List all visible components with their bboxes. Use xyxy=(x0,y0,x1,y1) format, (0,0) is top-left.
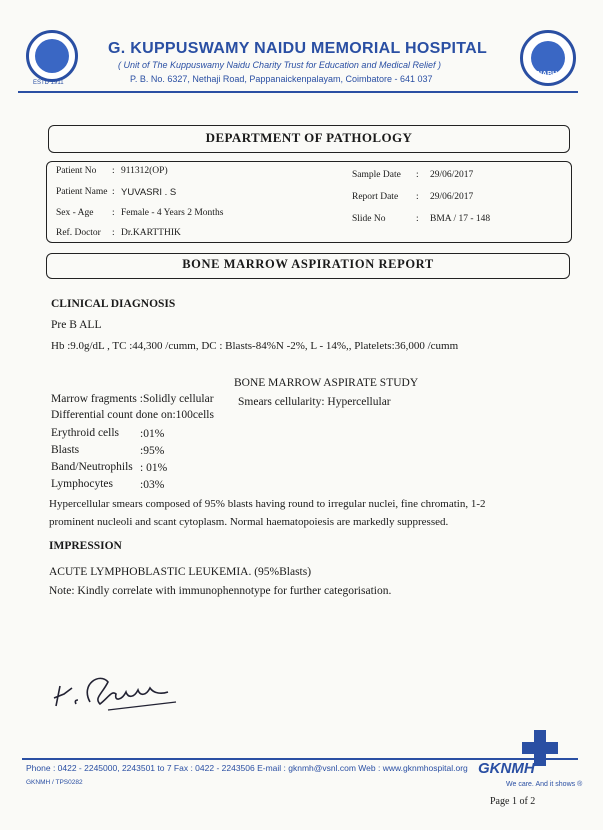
slide-no-colon: : xyxy=(416,214,419,224)
ref-doctor-value: Dr.KARTTHIK xyxy=(121,228,181,238)
clinical-heading: CLINICAL DIAGNOSIS xyxy=(51,298,176,310)
erythroid-label: Erythroid cells xyxy=(51,427,120,439)
doctor-signature xyxy=(50,664,190,714)
clinical-diagnosis: Pre B ALL xyxy=(51,319,102,331)
footer-contact: Phone : 0422 - 2245000, 2243501 to 7 Fax : 0422 - 2243506 E-mail : gknmh@vsnl.com Web : www.gknmhospital.org xyxy=(26,763,468,773)
report-title: BONE MARROW ASPIRATION REPORT xyxy=(182,257,434,271)
band-value: : 01% xyxy=(140,462,168,474)
marrow-fragments: Marrow fragments :Solidly cellular xyxy=(51,393,214,405)
patient-name-label: Patient Name xyxy=(56,187,108,197)
hospital-name: G. KUPPUSWAMY NAIDU MEMORIAL HOSPITAL xyxy=(108,40,488,57)
slide-no-label: Slide No xyxy=(352,214,386,224)
est-label: ESTD 1911 xyxy=(33,80,64,86)
impression-note: Note: Kindly correlate with immunophennotype for further categorisation. xyxy=(49,585,392,597)
band-label: Band/Neutrophils xyxy=(51,461,133,473)
sex-age-value: Female - 4 Years 2 Months xyxy=(121,208,224,218)
sex-age-colon: : xyxy=(112,208,115,218)
sample-date-label: Sample Date xyxy=(352,170,401,180)
patient-name-colon: : xyxy=(112,187,115,197)
impression-heading: IMPRESSION xyxy=(49,540,122,552)
ref-doctor-label: Ref. Doctor xyxy=(56,228,101,238)
patient-no-colon: : xyxy=(112,166,115,176)
department-title: DEPARTMENT OF PATHOLOGY xyxy=(205,130,413,145)
slide-no-value: BMA / 17 - 148 xyxy=(430,214,491,224)
nabh-logo xyxy=(520,30,576,86)
ref-doctor-colon: : xyxy=(112,228,115,238)
hospital-address: P. B. No. 6327, Nethaji Road, Pappanaickenpalayam, Coimbatore - 641 037 xyxy=(130,74,433,84)
impression-text: ACUTE LYMPHOBLASTIC LEUKEMIA. (95%Blasts) xyxy=(49,566,312,578)
description-line-2: prominent nucleoli and scant cytoplasm. Normal haematopoiesis are markedly suppressed. xyxy=(49,516,449,528)
sample-date-value: 29/06/2017 xyxy=(430,170,474,180)
study-heading: BONE MARROW ASPIRATE STUDY xyxy=(234,377,419,389)
blasts-value: :95% xyxy=(140,445,165,457)
description-line-1: Hypercellular smears composed of 95% blasts having round to irregular nuclei, fine chromatin, 1-2 xyxy=(49,498,486,510)
report-date-label: Report Date xyxy=(352,192,399,202)
clinical-hb-line: Hb :9.0g/dL , TC :44,300 /cumm, DC : Blasts-84%N -2%, L - 14%,, Platelets:36,000 /cumm xyxy=(51,340,459,352)
header-rule xyxy=(18,91,578,93)
lympho-value: :03% xyxy=(140,479,165,491)
hospital-logo xyxy=(26,30,78,86)
brand-logo-text: GKNMH xyxy=(478,760,535,777)
nabh-label: NABH xyxy=(537,71,558,78)
smears-cellularity: Smears cellularity: Hypercellular xyxy=(238,396,391,408)
patient-no-value: 911312(OP) xyxy=(121,166,168,176)
lympho-label: Lymphocytes xyxy=(51,478,113,490)
patient-name-value: YUVASRI . S xyxy=(121,187,177,198)
report-date-value: 29/06/2017 xyxy=(430,192,474,202)
differential-count: Differential count done on:100cells xyxy=(51,409,214,421)
erythroid-value: :01% xyxy=(140,428,165,440)
footer-code: GKNMH / TPS0282 xyxy=(26,779,83,786)
trust-line: ( Unit of The Kuppuswamy Naidu Charity Trust for Education and Medical Relief ) xyxy=(118,60,441,70)
page-number: Page 1 of 2 xyxy=(490,796,536,807)
report-date-colon: : xyxy=(416,192,419,202)
sample-date-colon: : xyxy=(416,170,419,180)
blasts-label: Blasts xyxy=(51,444,80,456)
sex-age-label: Sex - Age xyxy=(56,208,94,218)
brand-tagline: We care. And it shows ® xyxy=(506,781,583,788)
patient-no-label: Patient No xyxy=(56,166,97,176)
